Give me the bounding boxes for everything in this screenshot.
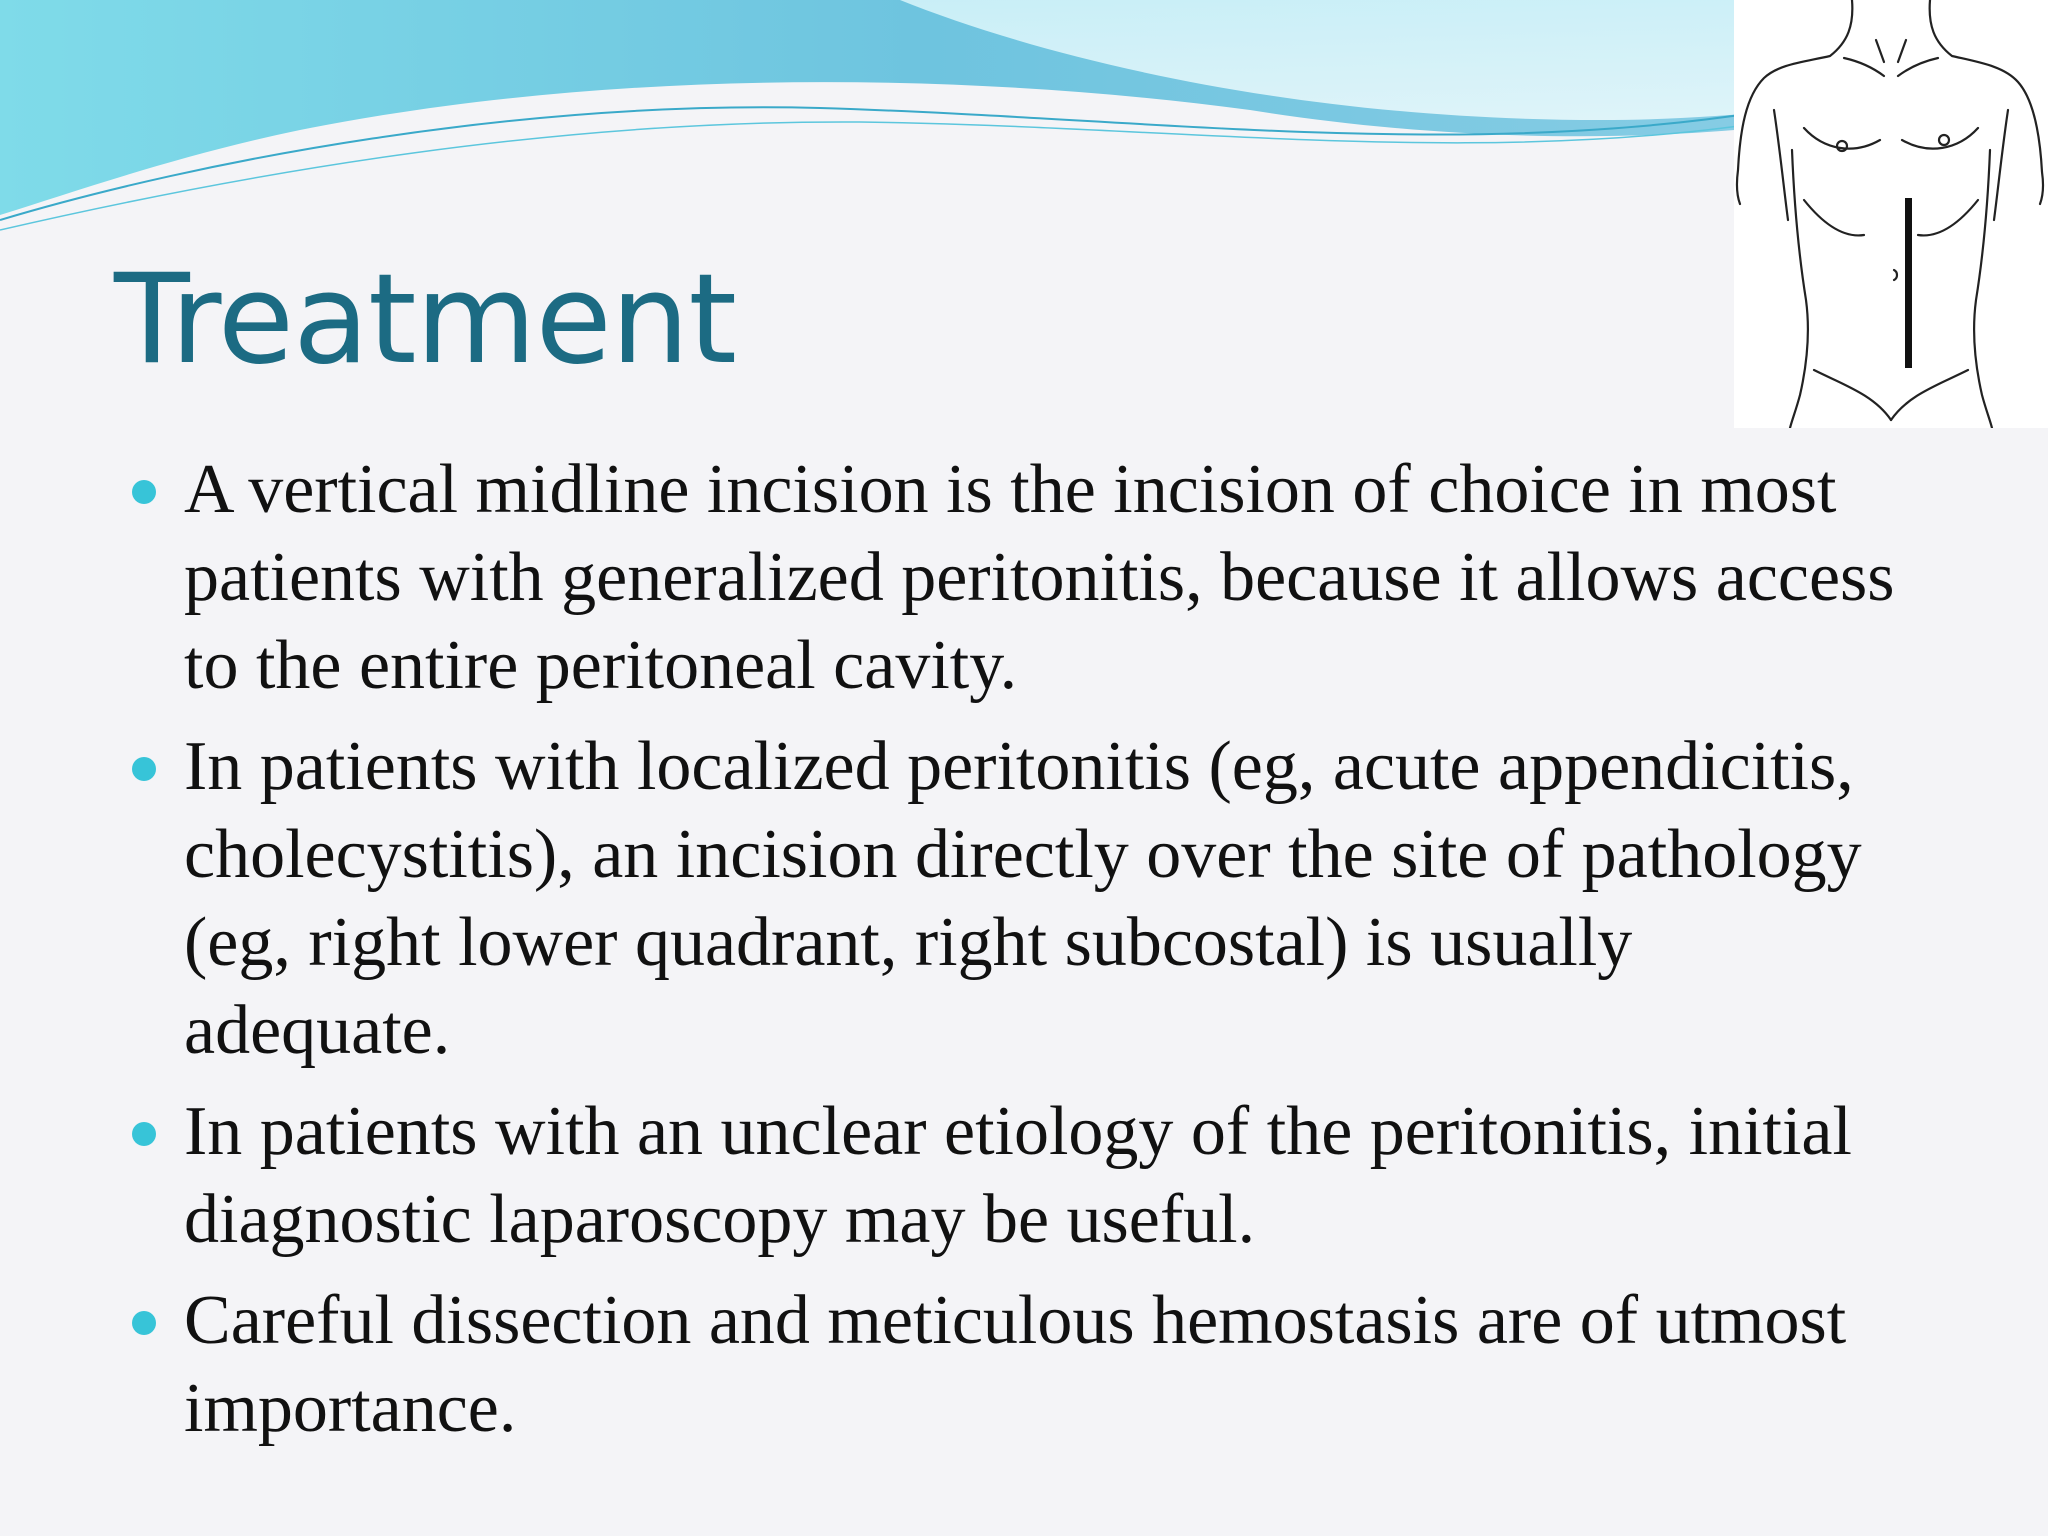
bullet-text: Careful dissection and meticulous hemostasis are of utmost importance. — [184, 1282, 1847, 1447]
bullet-dot-icon — [132, 1311, 156, 1335]
torso-midline-incision-icon — [1734, 0, 2048, 428]
bullet-dot-icon — [132, 757, 156, 781]
bullet-item — [128, 723, 1898, 1075]
bullet-item — [128, 1088, 1898, 1264]
bullet-dot-icon — [132, 480, 156, 504]
bullet-list — [128, 446, 1898, 1466]
bullet-item — [128, 446, 1898, 710]
torso-figure — [1734, 0, 2048, 428]
bullet-text: In patients with localized peritonitis (eg, acute appendicitis, cholecystitis), an incision directly over the site of pathology (eg, right lower quadrant, right subcostal) is usually adequate. — [184, 728, 1862, 1069]
bullet-text: A vertical midline incision is the incision of choice in most patients with generalized peritonitis, because it allows access to the entire peritoneal cavity. — [184, 451, 1895, 704]
bullet-item — [128, 1277, 1898, 1453]
slide-title: Treatment — [114, 248, 736, 392]
midline-incision-mark — [1905, 198, 1912, 368]
bullet-text: In patients with an unclear etiology of the peritonitis, initial diagnostic laparoscopy may be useful. — [184, 1093, 1852, 1258]
bullet-dot-icon — [132, 1122, 156, 1146]
